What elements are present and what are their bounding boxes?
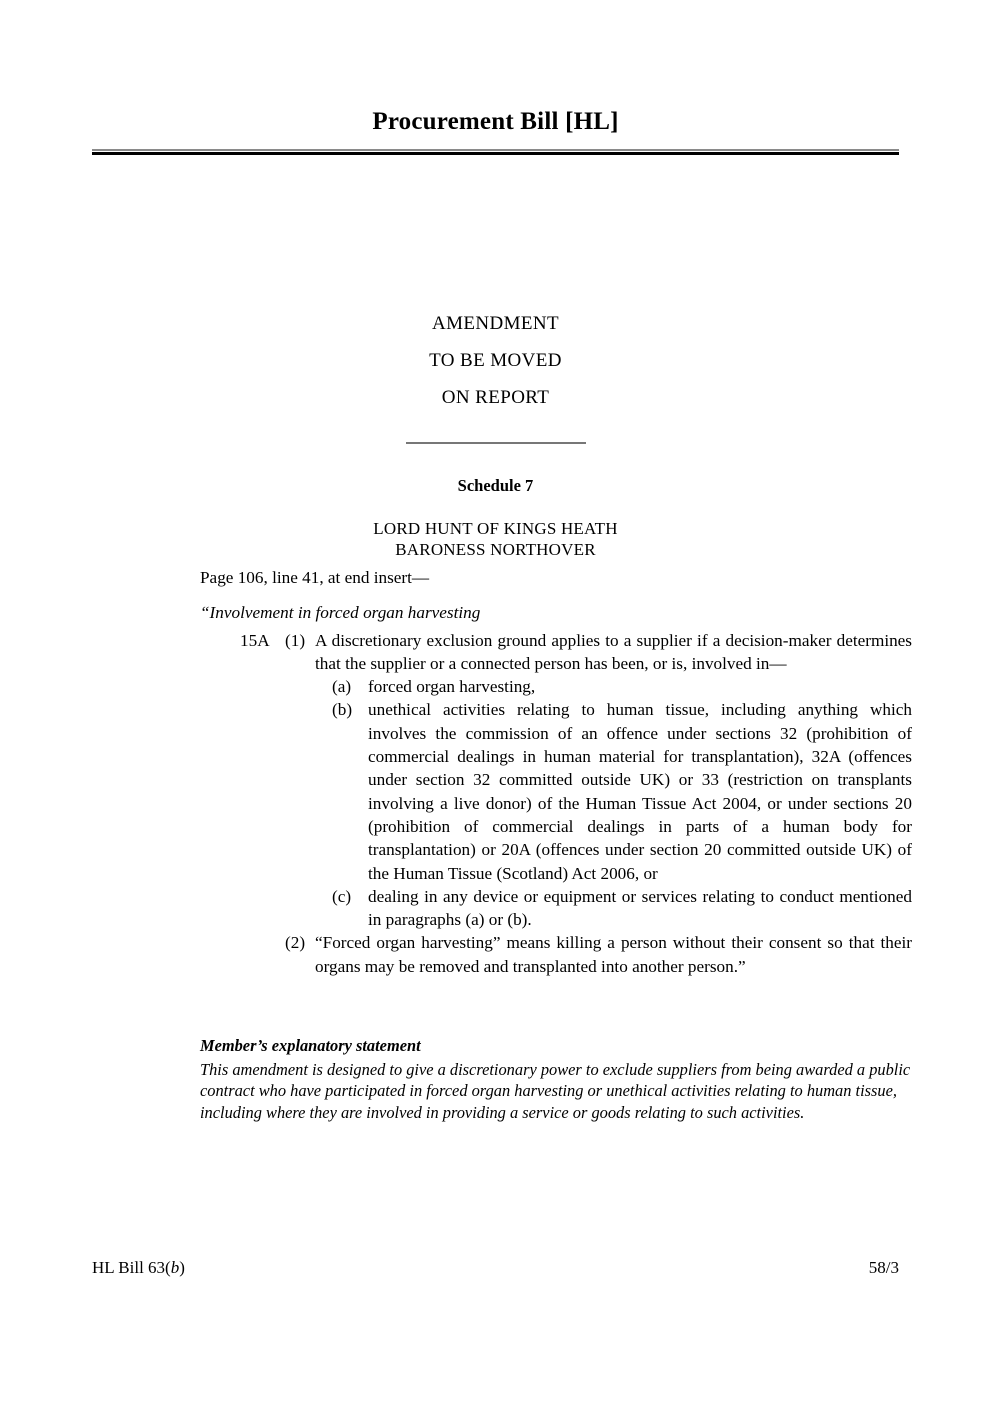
provision-marker-sub: (1) [285, 630, 306, 650]
provision-15a-1-b [200, 698, 912, 884]
heading-separator-rule [406, 442, 586, 444]
bill-number-italic-letter: b [170, 1258, 180, 1277]
sponsor-name-2: BARONESS NORTHOVER [395, 540, 596, 559]
provision-marker-main: 15A [240, 630, 270, 650]
page-reference: 58/3 [868, 1258, 899, 1277]
provision-text: dealing in any device or equipment or services relating to conduct mentioned in paragraphs (a) or (b). [368, 886, 912, 930]
bill-number-suffix: ) [179, 1258, 185, 1277]
header-rule-thick [92, 152, 899, 155]
inserted-provision-heading: “Involvement in forced organ harvesting [200, 603, 481, 623]
amendment-heading-block [92, 305, 899, 444]
page-title: Procurement Bill [HL] [372, 108, 619, 135]
page-footer [92, 1258, 899, 1278]
header-double-rule [92, 149, 899, 155]
provision-15a-2 [200, 931, 912, 978]
provision-15a-1-c [200, 885, 912, 932]
sponsor-name-1: LORD HUNT OF KINGS HEATH [373, 519, 618, 538]
provision-text: “Forced organ harvesting” means killing a person without their consent so that their organs may be removed and transplanted into another person.” [315, 933, 912, 976]
bill-number-prefix: HL Bill 63( [92, 1258, 171, 1277]
provision-text: forced organ harvesting, [368, 677, 536, 697]
provision-marker-sub: (c) [332, 886, 352, 906]
explanatory-statement-title: Member’s explanatory statement [200, 1036, 421, 1055]
provision-15a-1 [200, 629, 912, 676]
sponsor-list [92, 518, 899, 560]
bill-number [92, 1258, 185, 1278]
provision-text: unethical activities relating to human tissue, including anything which involves the commission of an offence under sections 32 (prohibition of commercial dealings in human material for transplantation), 32A (offences under section 32 committed outside UK) or 33 (restriction on transplants involving a live donor) of the Human Tissue Act 2004, or under sections 20 (prohibition of commercial dealings in parts of a human body for transplantation) or 20A (offences under section 20 committed outside UK) of the Human Tissue (Scotland) Act 2006, or [368, 700, 912, 883]
provision-marker-sub: (a) [332, 677, 352, 697]
explanatory-statement-body: This amendment is designed to give a discretionary power to exclude suppliers from being awarded a public contract who have participated in forced organ harvesting or unethical activities relating to human tissue, including where they are involved in providing a service or goods relating to such activities. [200, 1059, 911, 1122]
amendment-body [200, 566, 912, 978]
provision-text: A discretionary exclusion ground applies to a supplier if a decision-maker determines that the supplier or a connected person has been, or is, involved in— [315, 630, 912, 673]
amendment-heading-line-3: ON REPORT [441, 387, 550, 408]
amendment-heading-line-1: AMENDMENT [431, 313, 560, 334]
provision-15a-1-a [200, 675, 912, 698]
explanatory-statement [200, 1035, 912, 1123]
provision-marker-sub: (2) [285, 933, 306, 953]
amendment-heading-line-2: TO BE MOVED [429, 350, 562, 371]
provision-marker-sub: (b) [332, 700, 353, 720]
schedule-heading: Schedule 7 [457, 476, 534, 495]
amendment-lead-in: Page 106, line 41, at end insert— [200, 568, 430, 587]
